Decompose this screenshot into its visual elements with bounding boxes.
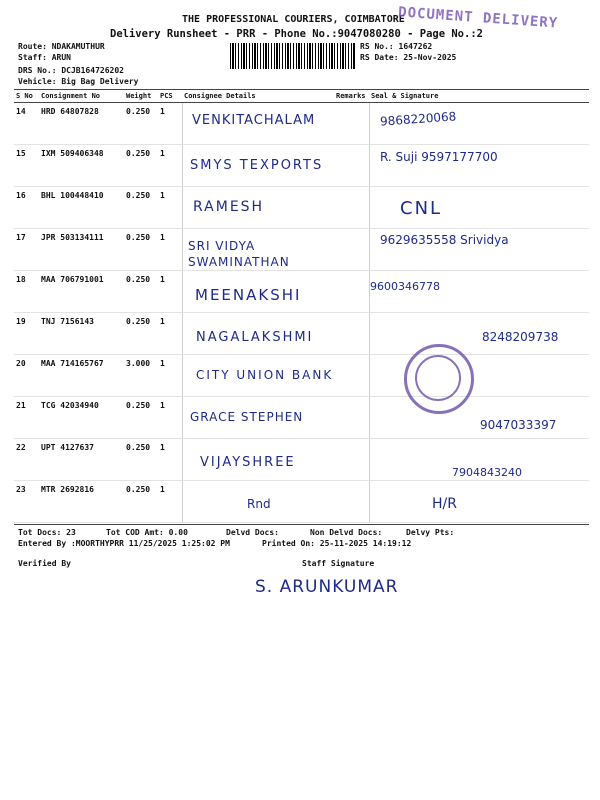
printed-on: Printed On: 25-11-2025 14:19:12 [262, 539, 412, 548]
hand-consignee-name: MEENAKSHI [195, 286, 302, 304]
hand-consignee-name: GRACE STEPHEN [190, 410, 304, 424]
cell-weight: 0.250 [124, 145, 158, 187]
delivered-docs: Delvd Docs: [226, 528, 279, 537]
cell-remarks [334, 145, 369, 187]
col-seal-signature: Seal & Signature [369, 90, 589, 103]
company-name: THE PROFESSIONAL COURIERS, COIMBATORE [182, 14, 405, 25]
cell-remarks [334, 103, 369, 145]
cell-pcs: 1 [158, 313, 182, 355]
cell-pcs: 1 [158, 355, 182, 397]
cell-consignment: JPR 503134111 [39, 229, 124, 271]
hand-signature: 7904843240 [452, 466, 522, 479]
hand-consignee-name: SMYS TEXPORTS [190, 158, 324, 173]
staff-signature: S. ARUNKUMAR [255, 577, 399, 597]
col-pcs: PCS [158, 90, 182, 103]
cell-pcs: 1 [158, 187, 182, 229]
cell-consignment: UPT 4127637 [39, 439, 124, 481]
cell-sno: 17 [14, 229, 39, 271]
cell-sno: 22 [14, 439, 39, 481]
hand-consignee-name: RAMESH [193, 199, 265, 215]
table-header-row [14, 90, 589, 103]
cell-remarks [334, 481, 369, 523]
document-delivery-stamp: DOCUMENT DELIVERY [397, 4, 559, 32]
cell-sno: 20 [14, 355, 39, 397]
verified-by: Verified By [18, 559, 71, 568]
cell-consignment: MAA 706791001 [39, 271, 124, 313]
cell-consignment: MAA 714165767 [39, 355, 124, 397]
hand-signature: 9600346778 [370, 280, 440, 293]
cell-consignment: BHL 100448410 [39, 187, 124, 229]
hand-consignee-name: Rnd [247, 497, 271, 511]
cell-remarks [334, 187, 369, 229]
hand-signature: 9629635558 Srividya [380, 233, 509, 247]
hand-consignee-name: SRI VIDYA SWAMINATHAN [188, 239, 290, 269]
cell-remarks [334, 229, 369, 271]
hand-signature: H/R [432, 496, 457, 512]
col-sno: S No [14, 90, 39, 103]
cell-sno: 14 [14, 103, 39, 145]
cell-weight: 0.250 [124, 187, 158, 229]
cell-remarks [334, 271, 369, 313]
cell-weight: 0.250 [124, 481, 158, 523]
route-label: Route: NDAKAMUTHUR [18, 42, 105, 51]
cell-remarks [334, 355, 369, 397]
hand-signature: CNL [400, 198, 443, 219]
cell-consignment: TCG 42034940 [39, 397, 124, 439]
non-delivered-docs: Non Delvd Docs: [310, 528, 383, 537]
rs-number: RS No.: 1647262 [360, 42, 433, 51]
cell-weight: 0.250 [124, 439, 158, 481]
cell-pcs: 1 [158, 271, 182, 313]
cell-weight: 0.250 [124, 397, 158, 439]
cell-sno: 18 [14, 271, 39, 313]
table-row [14, 187, 589, 229]
cell-pcs: 1 [158, 229, 182, 271]
hand-signature: 9868220068 [379, 109, 457, 129]
cell-signature [369, 481, 589, 523]
cell-pcs: 1 [158, 397, 182, 439]
hand-signature: R. Suji 9597177700 [380, 150, 498, 164]
cell-weight: 0.250 [124, 103, 158, 145]
runsheet-title: Delivery Runsheet - PRR - Phone No.:9047080280 - Page No.:2 [110, 28, 483, 40]
col-consignee: Consignee Details [182, 90, 334, 103]
vehicle-label: Vehicle: Big Bag Delivery [18, 77, 139, 86]
hand-consignee-name: CITY UNION BANK [196, 368, 334, 382]
entered-by: Entered By :MOORTHYPRR 11/25/2025 1:25:02 PM [18, 539, 230, 548]
drs-number: DRS No.: DCJB164726202 [18, 66, 124, 75]
cell-consignment: TNJ 7156143 [39, 313, 124, 355]
cell-consignment: MTR 2692816 [39, 481, 124, 523]
cell-sno: 15 [14, 145, 39, 187]
cell-remarks [334, 439, 369, 481]
cell-weight: 0.250 [124, 313, 158, 355]
rs-date: RS Date: 25-Nov-2025 [360, 53, 457, 62]
hand-consignee-name: NAGALAKSHMI [196, 330, 314, 345]
total-cod-amount: Tot COD Amt: 0.00 [106, 528, 188, 537]
cell-pcs: 1 [158, 439, 182, 481]
company-seal [404, 344, 474, 414]
cell-sno: 16 [14, 187, 39, 229]
cell-sno: 23 [14, 481, 39, 523]
cell-consignment: IXM 509406348 [39, 145, 124, 187]
table-row [14, 271, 589, 313]
staff-label: Staff: ARUN [18, 53, 71, 62]
cell-remarks [334, 313, 369, 355]
cell-weight: 3.000 [124, 355, 158, 397]
runsheet-table [14, 89, 589, 523]
col-remarks: Remarks [334, 90, 369, 103]
table-row [14, 481, 589, 523]
hand-signature: 9047033397 [480, 418, 557, 432]
total-docs: Tot Docs: 23 [18, 528, 76, 537]
col-consignment: Consignment No [39, 90, 124, 103]
cell-weight: 0.250 [124, 229, 158, 271]
cell-signature [369, 355, 589, 397]
cell-pcs: 1 [158, 103, 182, 145]
cell-weight: 0.250 [124, 271, 158, 313]
hand-signature: 8248209738 [482, 330, 559, 344]
delivery-points: Delvy Pts: [406, 528, 455, 537]
cell-remarks [334, 397, 369, 439]
cell-pcs: 1 [158, 145, 182, 187]
cell-sno: 19 [14, 313, 39, 355]
cell-consignment: HRD 64807828 [39, 103, 124, 145]
hand-consignee-name: VENKITACHALAM [192, 113, 316, 128]
col-weight: Weight [124, 90, 158, 103]
footer-divider [14, 524, 589, 525]
cell-pcs: 1 [158, 481, 182, 523]
barcode [230, 43, 356, 69]
cell-sno: 21 [14, 397, 39, 439]
staff-signature-label: Staff Signature [302, 559, 375, 568]
hand-consignee-name: VIJAYSHREE [200, 455, 296, 470]
